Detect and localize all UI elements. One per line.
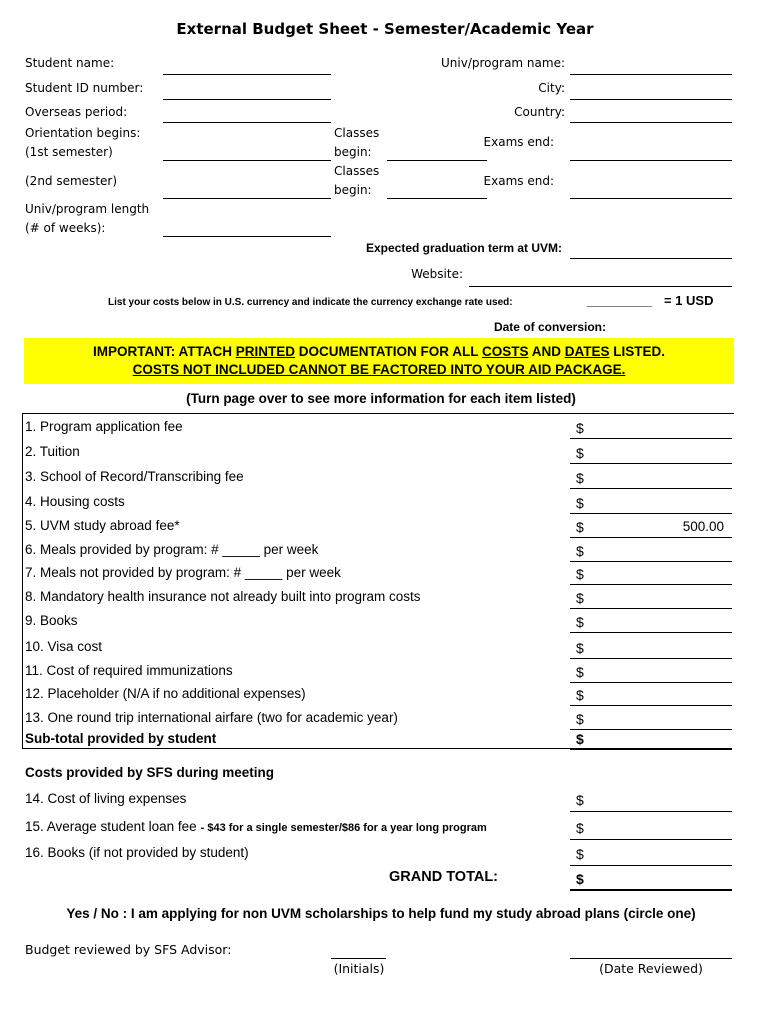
budget-item-label: 13. One round trip international airfare (two for academic year) [25, 710, 398, 725]
banner-text: AND [528, 344, 565, 359]
budget-item-label: 6. Meals provided by program: # _____ per week [25, 542, 319, 557]
budget-item-label: 11. Cost of required immunizations [25, 663, 233, 678]
budget-item-dollar: $ [576, 614, 584, 630]
classes-begin-2-field[interactable] [387, 198, 487, 199]
exchange-rate-field[interactable]: _________ [587, 293, 653, 308]
budget-item-dollar: $ [576, 470, 584, 486]
website-label: Website: [411, 267, 463, 281]
sfs-item-line[interactable] [570, 865, 732, 866]
items-left-border [22, 413, 23, 748]
student-id-field[interactable] [163, 99, 331, 100]
important-banner [24, 338, 734, 384]
budget-item-dollar: $ [576, 687, 584, 703]
program-length-label: Univ/program length [25, 202, 150, 216]
classes-begin-2a-label: Classes [334, 164, 380, 178]
graduation-term-label: Expected graduation term at UVM: [365, 241, 562, 255]
budget-item-label: 8. Mandatory health insurance not already built into program costs [25, 589, 421, 604]
budget-item-line [570, 438, 732, 439]
budget-item-dollar: $ [576, 445, 584, 461]
sfs-item-line[interactable] [570, 839, 732, 840]
univ-program-name-label: Univ/program name: [441, 56, 565, 70]
page-title: External Budget Sheet - Semester/Academic Year [176, 20, 594, 38]
subtotal-dollar: $ [576, 731, 584, 747]
exams-end-1-label: Exams end: [483, 135, 554, 149]
budget-item-line [570, 682, 732, 683]
budget-item-label: 9. Books [25, 613, 78, 628]
grand-total-dollar: $ [576, 871, 584, 887]
budget-item-label: 4. Housing costs [25, 494, 125, 509]
items-top-border [22, 413, 734, 414]
sfs-heading: Costs provided by SFS during meeting [25, 765, 275, 780]
budget-item-dollar: $ [576, 543, 584, 559]
budget-item-amount[interactable]: 500.00 [682, 519, 724, 534]
budget-item-dollar: $ [576, 519, 584, 535]
overseas-period-field[interactable] [163, 122, 331, 123]
budget-item-dollar: $ [576, 495, 584, 511]
sfs-item-label: 16. Books (if not provided by student) [25, 845, 249, 860]
banner-printed: PRINTED [235, 344, 295, 359]
budget-item-dollar: $ [576, 711, 584, 727]
budget-item-line [570, 561, 732, 562]
budget-item-label: 3. School of Record/Transcribing fee [25, 469, 244, 484]
sfs-item [25, 819, 487, 834]
banner-text: LISTED. [609, 344, 666, 359]
program-length-field[interactable] [163, 236, 331, 237]
budget-item-line [570, 584, 732, 585]
banner-text: DOCUMENTATION FOR ALL [294, 344, 482, 359]
budget-item-line [570, 537, 732, 538]
budget-item-label: 12. Placeholder (N/A if no additional expenses) [25, 686, 306, 701]
date-reviewed-caption: (Date Reviewed) [599, 961, 703, 976]
classes-begin-2b-label: begin: [334, 183, 372, 197]
budget-item-line [570, 463, 732, 464]
banner-dates: DATES [564, 344, 610, 359]
budget-item-label: 1. Program application fee [25, 419, 183, 434]
turn-page-note: (Turn page over to see more information for each item listed) [186, 391, 576, 406]
orientation-field[interactable] [163, 160, 331, 161]
budget-item-line [570, 488, 732, 489]
budget-item-line [570, 705, 732, 706]
exams-end-2-field[interactable] [570, 198, 732, 199]
budget-item-label: 7. Meals not provided by program: # _____ per week [25, 565, 341, 580]
items-bottom-border [22, 748, 570, 749]
review-label: Budget reviewed by SFS Advisor: [25, 942, 232, 957]
budget-item-line [570, 608, 732, 609]
banner-text: IMPORTANT: ATTACH [92, 344, 236, 359]
exams-end-1-field[interactable] [570, 160, 732, 161]
budget-item-line [570, 729, 732, 730]
classes-begin-1b-label: begin: [334, 145, 372, 159]
budget-item-dollar: $ [576, 420, 584, 436]
budget-item-label: 2. Tuition [25, 444, 80, 459]
initials-field[interactable] [331, 958, 386, 959]
sfs-item-note: - $43 for a single semester/$86 for a year long program [200, 822, 487, 834]
country-label: Country: [514, 105, 565, 119]
website-field[interactable] [469, 286, 732, 287]
classes-begin-1a-label: Classes [334, 126, 380, 140]
banner-line-2: COSTS NOT INCLUDED CANNOT BE FACTORED INTO YOUR AID PACKAGE. [132, 362, 626, 377]
scholarship-statement: Yes / No : I am applying for non UVM scholarships to help fund my study abroad plans (circle one) [66, 906, 696, 921]
subtotal-label: Sub-total provided by student [25, 731, 217, 746]
orientation-label: Orientation begins: [25, 126, 141, 140]
country-field[interactable] [570, 122, 732, 123]
sfs-item-dollar: $ [576, 792, 584, 808]
budget-item-dollar: $ [576, 640, 584, 656]
initials-caption: (Initials) [333, 961, 385, 976]
program-length-weeks-label: (# of weeks): [25, 221, 106, 235]
sfs-item-label: 15. Average student loan fee [25, 819, 197, 834]
budget-item-dollar: $ [576, 664, 584, 680]
grand-total-field[interactable] [570, 889, 732, 891]
budget-item-dollar: $ [576, 566, 584, 582]
currency-note: List your costs below in U.S. currency and indicate the currency exchange rate used: [108, 297, 513, 308]
exams-end-2-label: Exams end: [483, 174, 554, 188]
student-id-label: Student ID number: [25, 81, 144, 95]
grand-total-label: GRAND TOTAL: [389, 869, 499, 885]
banner-costs: COSTS [481, 344, 529, 359]
univ-program-name-field[interactable] [570, 74, 732, 75]
subtotal-field[interactable] [570, 748, 732, 750]
student-name-label: Student name: [25, 56, 115, 70]
budget-item-label: 5. UVM study abroad fee* [25, 518, 180, 533]
budget-item-line [570, 513, 732, 514]
graduation-term-field[interactable] [570, 258, 732, 259]
usd-label: = 1 USD [664, 293, 714, 308]
classes-begin-1-field[interactable] [387, 160, 487, 161]
overseas-period-label: Overseas period: [25, 105, 128, 119]
budget-item-label: 10. Visa cost [25, 639, 103, 654]
second-semester-field[interactable] [163, 198, 331, 199]
sfs-item-label: 14. Cost of living expenses [25, 791, 187, 806]
date-reviewed-field[interactable] [570, 958, 732, 959]
first-semester-label: (1st semester) [25, 145, 113, 159]
budget-item-line [570, 632, 732, 633]
student-name-field[interactable] [163, 74, 331, 75]
sfs-item-dollar: $ [576, 846, 584, 862]
budget-item-dollar: $ [576, 590, 584, 606]
sfs-item-dollar: $ [576, 820, 584, 836]
sfs-item [25, 845, 249, 860]
budget-item-line [570, 658, 732, 659]
sfs-item-line[interactable] [570, 811, 732, 812]
city-label: City: [538, 81, 565, 95]
city-field[interactable] [570, 99, 732, 100]
date-conversion-label: Date of conversion: [493, 320, 606, 334]
banner-line-1 [24, 343, 734, 361]
sfs-item [25, 791, 186, 806]
second-semester-label: (2nd semester) [25, 174, 118, 188]
